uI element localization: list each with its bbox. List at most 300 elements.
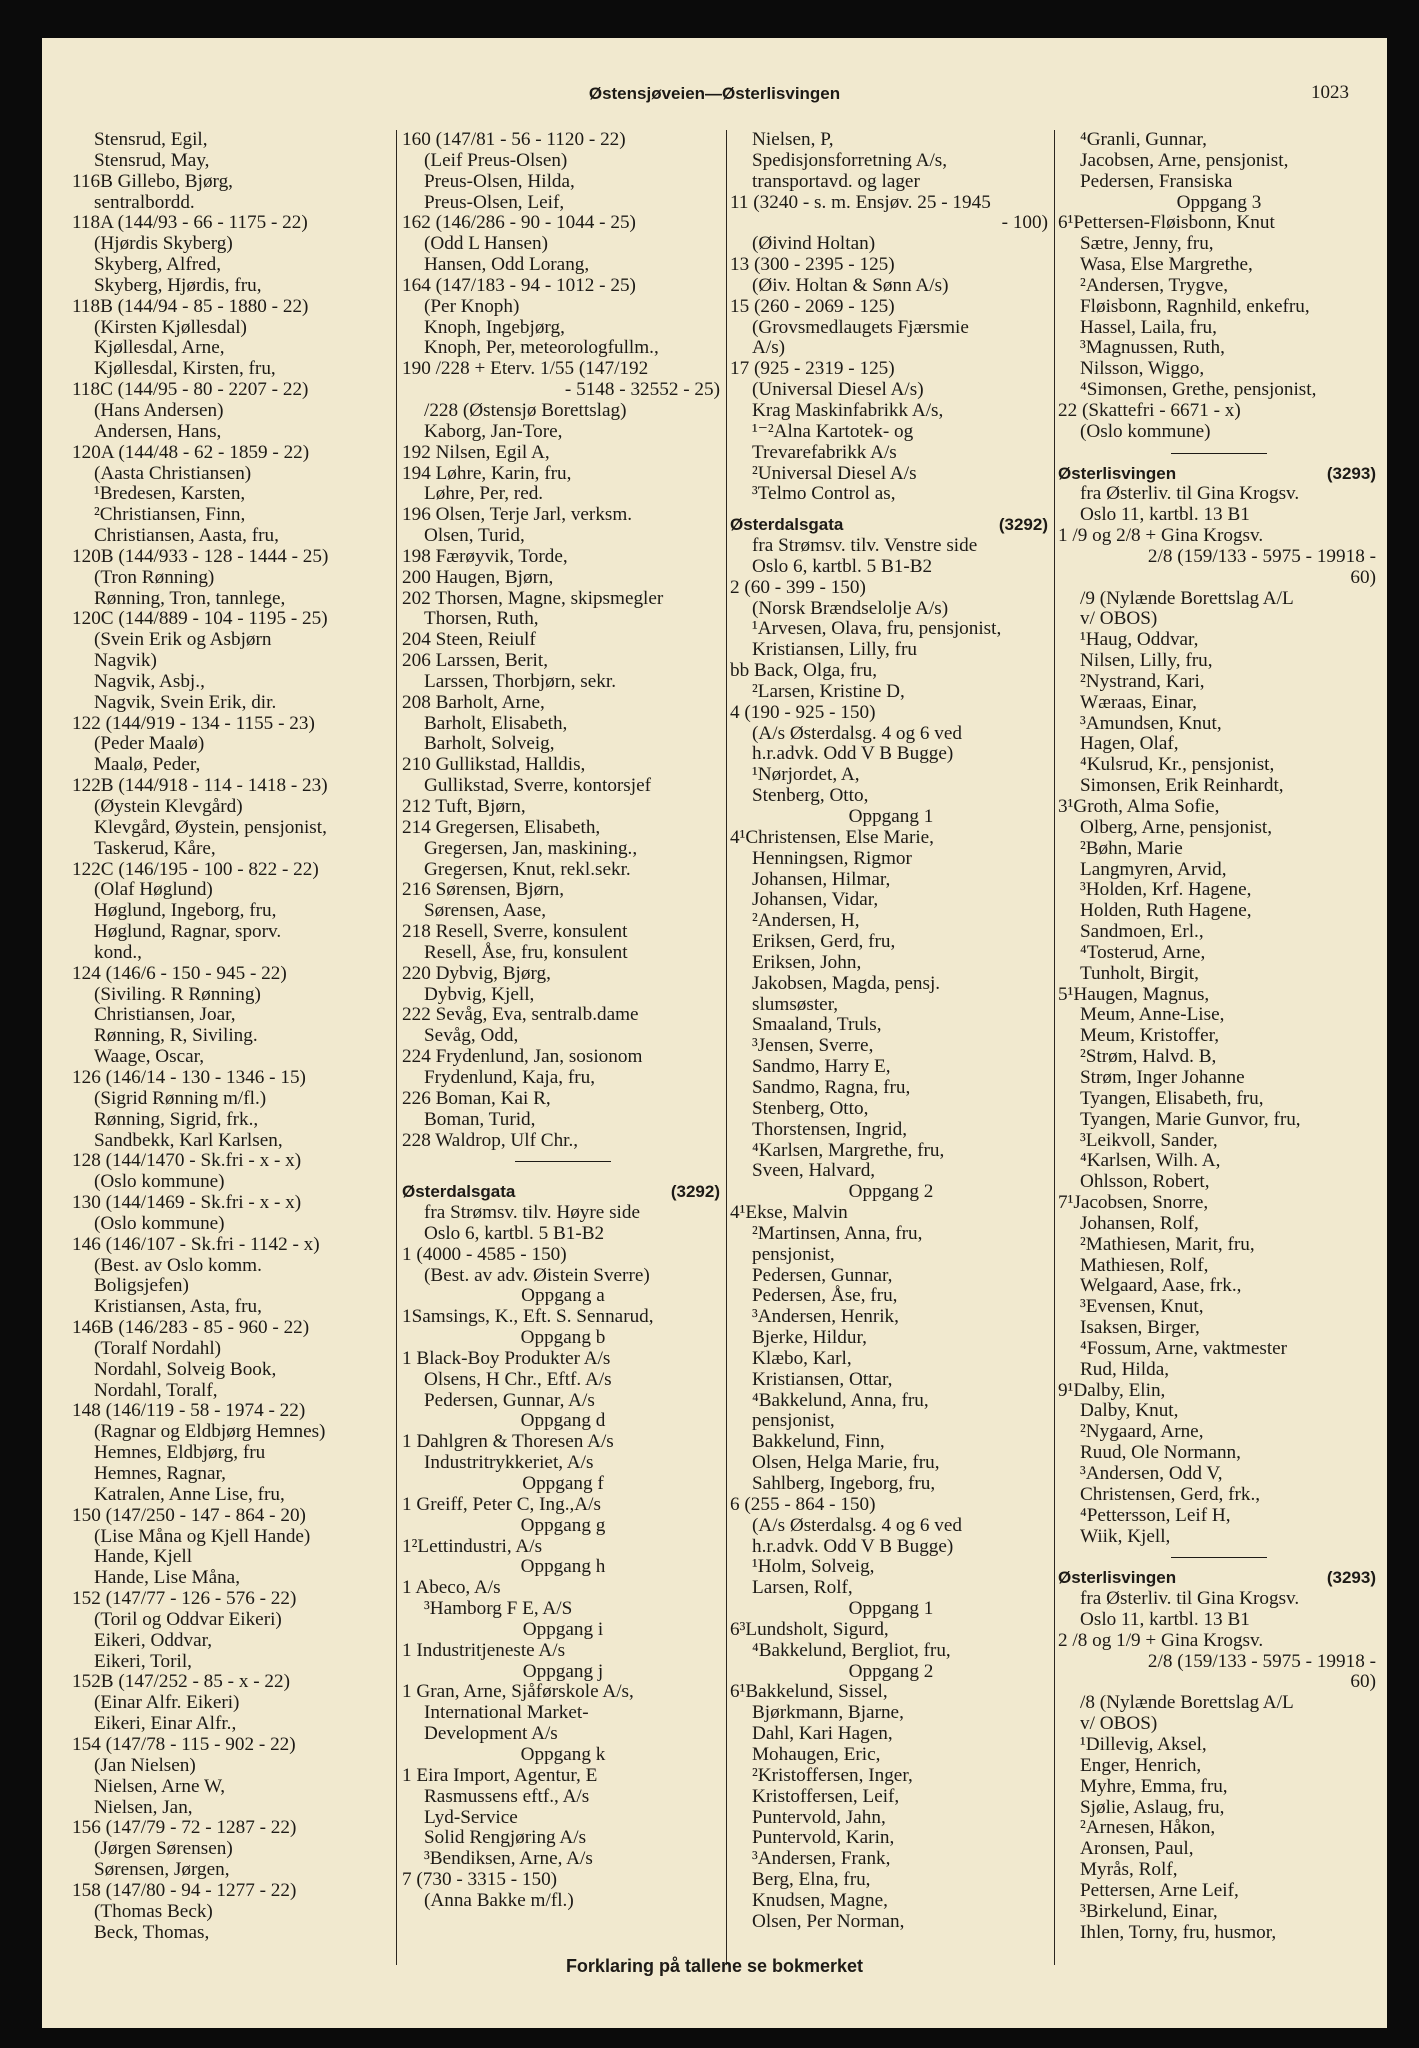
directory-line: (Jan Nielsen) (94, 1754, 196, 1776)
directory-line: Klevgård, Øystein, pensjonist, (94, 816, 327, 838)
directory-line: 158 (147/80 - 94 - 1277 - 22) (72, 1879, 297, 1901)
directory-line: ³Andersen, Odd V, (1080, 1463, 1223, 1484)
directory-line: ⁴Bakkelund, Anna, fru, (752, 1389, 929, 1411)
street-code: (3293) (1326, 463, 1376, 483)
directory-line: ¹Bredesen, Karsten, (94, 483, 246, 505)
directory-line: Waage, Oscar, (94, 1046, 205, 1068)
directory-line: (Oslo kommune) (1080, 420, 1211, 442)
directory-line: ¹Haug, Oddvar, (1080, 629, 1199, 651)
directory-line: Larssen, Thorbjørn, sekr. (424, 670, 617, 692)
directory-line: Knudsen, Magne, (752, 1889, 888, 1911)
street-name: Østerlisvingen (1058, 1568, 1177, 1588)
entrance-label: Oppgang 2 (848, 1660, 934, 1682)
directory-line: Puntervold, Jahn, (752, 1806, 886, 1828)
entrance-label: Oppgang 3 (1176, 191, 1262, 213)
directory-line: Lyd-Service (424, 1806, 518, 1828)
directory-line: Stenberg, Otto, (752, 1097, 869, 1119)
directory-line: Preus-Olsen, Leif, (424, 191, 565, 213)
directory-line: Langmyren, Arvid, (1080, 858, 1227, 880)
directory-line: Beck, Thomas, (94, 1921, 210, 1943)
directory-line: /9 (Nylænde Borettslag A/L (1080, 587, 1294, 609)
directory-line: 118A (144/93 - 66 - 1175 - 22) (72, 212, 308, 234)
directory-line: 1 Industritjeneste A/s (402, 1639, 566, 1661)
directory-line: Nielsen, P, (752, 129, 834, 150)
directory-line: Sahlberg, Ingeborg, fru, (752, 1473, 936, 1494)
directory-line: Dahl, Kari Hagen, (752, 1723, 893, 1745)
directory-line: (Norsk Brændselolje A/s) (752, 597, 949, 619)
directory-line: ¹⁻²Alna Kartotek- og (752, 420, 914, 442)
directory-line: 17 (925 - 2319 - 125) (730, 358, 895, 380)
directory-line: Oslo 6, kartbl. 5 B1-B2 (424, 1222, 605, 1244)
directory-line: Smaaland, Truls, (752, 1014, 882, 1036)
section-rule (402, 1151, 724, 1172)
directory-line: 9¹Dalby, Elin, (1058, 1379, 1166, 1401)
directory-line: Løhre, Per, red. (424, 483, 544, 505)
directory-line: Christensen, Gerd, frk., (1080, 1483, 1261, 1505)
directory-line: 6 (255 - 864 - 150) (730, 1493, 876, 1515)
directory-line: Ohlsson, Robert, (1080, 1171, 1210, 1193)
directory-line: 152B (147/252 - 85 - x - 22) (72, 1671, 290, 1693)
column-divider (1054, 130, 1055, 1965)
directory-line: Jakobsen, Magda, pensj. (752, 972, 941, 994)
directory-line: Oslo 11, kartbl. 13 B1 (1080, 504, 1250, 526)
directory-line: Sjølie, Aslaug, fru, (1080, 1796, 1225, 1818)
directory-line: (Thomas Beck) (94, 1900, 213, 1922)
directory-line: International Market- (424, 1702, 589, 1724)
directory-line: Sandmo, Harry E, (752, 1056, 891, 1078)
directory-line: ²Martinsen, Anna, fru, (752, 1222, 923, 1244)
street-heading (730, 515, 1052, 536)
directory-line: v/ OBOS) (1080, 608, 1158, 630)
directory-line: Hande, Lise Måna, (94, 1567, 240, 1589)
directory-line: Mathiesen, Rolf, (1080, 1254, 1209, 1276)
directory-line: (Grovsmedlaugets Fjærsmie (752, 316, 969, 338)
directory-line: Barholt, Elisabeth, (424, 712, 568, 734)
directory-line: Hemnes, Ragnar, (94, 1463, 226, 1484)
directory-line: Resell, Åse, fru, konsulent (424, 941, 628, 963)
directory-line: ⁴Granli, Gunnar, (1080, 129, 1207, 150)
directory-line: Sandbekk, Karl Karlsen, (94, 1129, 283, 1151)
directory-line: Henningsen, Rigmor (752, 847, 912, 869)
directory-line: Sveen, Halvard, (752, 1160, 876, 1182)
directory-line: 60) (1350, 566, 1376, 588)
directory-line: 6¹Bakkelund, Sissel, (730, 1681, 888, 1703)
directory-line: 194 Løhre, Karin, fru, (402, 462, 572, 484)
directory-line: 206 Larssen, Berit, (402, 650, 549, 672)
directory-line: Kristiansen, Asta, fru, (94, 1296, 262, 1318)
directory-line: (A/s Østerdalsg. 4 og 6 ved (752, 722, 962, 744)
directory-line: 118B (144/94 - 85 - 1880 - 22) (72, 295, 309, 317)
directory-line: ²Andersen, Trygve, (1080, 274, 1229, 296)
directory-line: /228 (Østensjø Borettslag) (424, 399, 627, 421)
directory-line: ⁴Kulsrud, Kr., pensjonist, (1080, 754, 1275, 776)
entrance-label: Oppgang 1 (848, 806, 934, 827)
street-name: Østerdalsgata (730, 515, 844, 535)
directory-line: Skyberg, Alfred, (94, 254, 222, 276)
directory-line: Høglund, Ragnar, sporv. (94, 921, 282, 943)
directory-line: Johansen, Vidar, (752, 889, 879, 911)
directory-line: 1 Black-Boy Produkter A/s (402, 1347, 611, 1369)
section-rule (1058, 1547, 1380, 1568)
directory-line: Nagvik, Svein Erik, dir. (94, 691, 277, 713)
directory-line: ¹Holm, Solveig, (752, 1556, 875, 1578)
directory-line: 226 Boman, Kai R, (402, 1087, 551, 1109)
directory-line: 162 (146/286 - 90 - 1044 - 25) (402, 212, 636, 234)
directory-line: ³Hamborg F E, A/S (424, 1598, 573, 1620)
directory-line: Boman, Turid, (424, 1108, 536, 1130)
directory-line: ³Telmo Control as, (752, 483, 896, 505)
spacer (402, 1172, 724, 1182)
directory-line: (Peder Maalø) (94, 733, 205, 755)
directory-line: 1 Gran, Arne, Sjåførskole A/s, (402, 1681, 634, 1703)
directory-line: v/ OBOS) (1080, 1713, 1158, 1735)
directory-line: Wæraas, Einar, (1080, 691, 1197, 713)
directory-line: Olsen, Turid, (424, 525, 525, 547)
directory-line: (Anna Bakke m/fl.) (424, 1889, 574, 1911)
directory-line: (Odd L Hansen) (424, 233, 548, 255)
directory-line: Myhre, Emma, fru, (1080, 1775, 1228, 1797)
column-divider (726, 130, 727, 1965)
directory-line: Kristoffersen, Leif, (752, 1785, 900, 1807)
directory-line: (Hjørdis Skyberg) (94, 233, 233, 255)
directory-line: 160 (147/81 - 56 - 1120 - 22) (402, 129, 626, 150)
street-heading (402, 1182, 724, 1203)
entrance-label: Oppgang h (520, 1556, 606, 1578)
directory-line: Sørensen, Jørgen, (94, 1859, 230, 1881)
directory-line: fra Østerliv. til Gina Krogsv. (1080, 483, 1300, 505)
directory-line: 150 (147/250 - 147 - 864 - 20) (72, 1504, 306, 1526)
directory-line: h.r.advk. Odd V B Bugge) (752, 743, 954, 765)
directory-line: 5¹Haugen, Magnus, (1058, 983, 1210, 1005)
directory-line: Sætre, Jenny, fru, (1080, 233, 1214, 255)
directory-line: - 5148 - 32552 - 25) (564, 379, 720, 401)
page-header-title: Østensjøveien—Østerlisvingen (588, 84, 841, 103)
directory-line: Thorsen, Ruth, (424, 608, 539, 630)
directory-line: ²Arnesen, Håkon, (1080, 1817, 1216, 1839)
directory-line: 11 (3240 - s. m. Ensjøv. 25 - 1945 (730, 191, 991, 213)
directory-line: 200 Haugen, Bjørn, (402, 566, 554, 588)
directory-line: ³Birkelund, Einar, (1080, 1900, 1218, 1922)
directory-line: (Oslo kommune) (94, 1171, 225, 1193)
directory-line: Kristiansen, Lilly, fru (752, 639, 918, 661)
directory-line: Gullikstad, Sverre, kontorsjef (424, 775, 652, 797)
directory-line: (Best. av adv. Øistein Sverre) (424, 1264, 650, 1286)
directory-line: 122B (144/918 - 114 - 1418 - 23) (72, 775, 328, 797)
directory-line: ²Universal Diesel A/s (752, 462, 917, 484)
directory-line: Taskerud, Kåre, (94, 837, 216, 859)
directory-line: Eikeri, Toril, (94, 1650, 192, 1672)
directory-line: Sandmoen, Erl., (1080, 921, 1204, 943)
directory-line: Knoph, Per, meteorologfullm., (424, 337, 659, 359)
directory-line: ³Magnussen, Ruth, (1080, 337, 1225, 359)
directory-line: 1 Eira Import, Agentur, E (402, 1764, 598, 1786)
directory-line: 60) (1350, 1671, 1376, 1693)
directory-line: ¹Dillevig, Aksel, (1080, 1733, 1207, 1755)
directory-line: Solid Rengjøring A/s (424, 1827, 587, 1849)
directory-line: ³Holden, Krf. Hagene, (1080, 879, 1252, 901)
directory-line: Tyangen, Elisabeth, fru, (1080, 1087, 1264, 1109)
directory-line: Hagen, Olaf, (1080, 733, 1179, 755)
section-rule (1058, 443, 1380, 464)
directory-line: ⁴Karlsen, Margrethe, fru, (752, 1139, 945, 1161)
directory-line: Sandmo, Ragna, fru, (752, 1076, 911, 1098)
directory-line: Bjerke, Hildur, (752, 1327, 867, 1349)
entrance-label: Oppgang k (520, 1743, 606, 1765)
directory-line: ²Kristoffersen, Inger, (752, 1764, 913, 1786)
directory-line: 1 Dahlgren & Thoresen A/s (402, 1431, 614, 1453)
directory-line: Katralen, Anne Lise, fru, (94, 1483, 285, 1505)
directory-line: 204 Steen, Reiulf (402, 629, 536, 651)
directory-line: ⁴Tosterud, Arne, (1080, 941, 1206, 963)
entrance-label: Oppgang i (522, 1618, 604, 1640)
directory-line: 216 Sørensen, Bjørn, (402, 879, 565, 901)
street-name: Østerlisvingen (1058, 463, 1177, 483)
directory-line: Nielsen, Jan, (94, 1796, 193, 1818)
directory-line: 224 Frydenlund, Jan, sosionom (402, 1046, 643, 1068)
directory-line: 2 (60 - 399 - 150) (730, 576, 866, 598)
directory-line: Pettersen, Arne Leif, (1080, 1879, 1239, 1901)
directory-line: Tunholt, Birgit, (1080, 962, 1199, 984)
directory-line: Rønning, Tron, tannlege, (94, 587, 286, 609)
directory-line: ¹Arvesen, Olava, fru, pensjonist, (752, 618, 1002, 640)
directory-line: Pedersen, Åse, fru, (752, 1285, 898, 1307)
directory-line: 146B (146/283 - 85 - 960 - 22) (72, 1317, 310, 1339)
entrance-label: Oppgang a (521, 1285, 605, 1307)
directory-line: sentralbordd. (94, 191, 195, 213)
directory-line: Skyberg, Hjørdis, fru, (94, 274, 262, 296)
directory-line: 192 Nilsen, Egil A, (402, 441, 550, 463)
directory-line: Dybvig, Kjell, (424, 983, 535, 1005)
directory-line: Olberg, Arne, pensjonist, (1080, 816, 1273, 838)
directory-line: Preus-Olsen, Hilda, (424, 170, 575, 192)
directory-line: ⁴Karlsen, Wilh. A, (1080, 1150, 1221, 1172)
street-code: (3292) (998, 515, 1048, 535)
directory-line: Welgaard, Aase, frk., (1080, 1275, 1242, 1297)
entrance-label: Oppgang 2 (848, 1181, 934, 1203)
directory-line: 198 Færøyvik, Torde, (402, 545, 568, 567)
directory-line: 15 (260 - 2069 - 125) (730, 295, 895, 317)
directory-line: Olsen, Per Norman, (752, 1910, 905, 1932)
directory-line: slumsøster, (752, 993, 839, 1015)
directory-line: ⁴Fossum, Arne, vaktmester (1080, 1337, 1288, 1359)
directory-line: Nordahl, Toralf, (94, 1379, 218, 1401)
directory-line: (Lise Måna og Kjell Hande) (94, 1525, 311, 1547)
directory-line: 4¹Ekse, Malvin (730, 1202, 848, 1224)
directory-line: 1²Lettindustri, A/s (402, 1535, 543, 1557)
directory-line: Klæbo, Karl, (752, 1347, 852, 1369)
footer-note: Forklaring på tallene se bokmerket (565, 1956, 864, 1976)
directory-line: 4 (190 - 925 - 150) (730, 701, 876, 723)
street-heading (1058, 1568, 1380, 1589)
directory-line: ²Mathiesen, Marit, fru, (1080, 1233, 1255, 1255)
directory-line: Sevåg, Odd, (424, 1025, 519, 1047)
directory-line: ²Bøhn, Marie (1080, 837, 1183, 859)
directory-line: 6³Lundsholt, Sigurd, (730, 1618, 889, 1640)
directory-line: Maalø, Peder, (94, 754, 201, 776)
directory-line: 1 (4000 - 4585 - 150) (402, 1243, 567, 1265)
directory-line: pensjonist, (752, 1410, 835, 1432)
directory-line: Rud, Hilda, (1080, 1358, 1170, 1380)
directory-line: Krag Maskinfabrikk A/s, (752, 399, 944, 421)
street-name: Østerdalsgata (402, 1182, 516, 1202)
directory-line: (Per Knoph) (424, 295, 520, 317)
directory-line: 208 Barholt, Arne, (402, 691, 545, 713)
directory-line: (Olaf Høglund) (94, 879, 213, 901)
directory-line: (Svein Erik og Asbjørn (94, 629, 272, 651)
directory-line: 7¹Jacobsen, Snorre, (1058, 1192, 1209, 1214)
directory-line: 222 Sevåg, Eva, sentralb.dame (402, 1004, 639, 1026)
directory-line: Mohaugen, Eric, (752, 1743, 881, 1765)
directory-line: Strøm, Inger Johanne (1080, 1066, 1245, 1088)
directory-line: /8 (Nylænde Borettslag A/L (1080, 1692, 1294, 1714)
directory-line: 130 (144/1469 - Sk.fri - x - x) (72, 1192, 302, 1214)
directory-line: Kjøllesdal, Kirsten, fru, (94, 358, 276, 380)
directory-line: 1 Greiff, Peter C, Ing.,A/s (402, 1493, 601, 1515)
directory-line: - 100) (1001, 212, 1048, 234)
page-number: 1023 (1311, 82, 1349, 103)
directory-line: (Einar Alfr. Eikeri) (94, 1692, 240, 1714)
directory-line: 120B (144/933 - 128 - 1444 - 25) (72, 545, 329, 567)
directory-line: 156 (147/79 - 72 - 1287 - 22) (72, 1817, 297, 1839)
directory-line: Wiik, Kjell, (1080, 1525, 1171, 1547)
entrance-label: Oppgang b (520, 1327, 606, 1349)
directory-line: 1Samsings, K., Eft. S. Sennarud, (402, 1306, 654, 1328)
directory-line: Hande, Kjell (94, 1546, 193, 1568)
directory-line: (Øivind Holtan) (752, 233, 876, 255)
directory-line: ¹Nørjordet, A, (752, 764, 860, 786)
directory-line: Gregersen, Knut, rekl.sekr. (424, 858, 631, 880)
directory-line: 146 (146/107 - Sk.fri - 1142 - x) (72, 1233, 320, 1255)
spacer (730, 505, 1052, 515)
directory-line: Jacobsen, Arne, pensjonist, (1080, 149, 1289, 171)
directory-line: ³Andersen, Henrik, (752, 1306, 899, 1328)
directory-line: Fløisbonn, Ragnhild, enkefru, (1080, 295, 1310, 317)
directory-line: pensjonist, (752, 1243, 835, 1265)
entrance-label: Oppgang j (522, 1660, 604, 1682)
directory-line: fra Østerliv. til Gina Krogsv. (1080, 1588, 1300, 1610)
directory-line: Ihlen, Torny, fru, husmor, (1080, 1921, 1277, 1943)
directory-line: 13 (300 - 2395 - 125) (730, 254, 895, 276)
directory-line: Barholt, Solveig, (424, 733, 555, 755)
directory-line: Olsens, H Chr., Eftf. A/s (424, 1368, 612, 1390)
directory-line: Nilsen, Lilly, fru, (1080, 650, 1213, 672)
directory-line: Andersen, Hans, (94, 420, 222, 442)
directory-line: 218 Resell, Sverre, konsulent (402, 921, 628, 943)
directory-line: 1 Abeco, A/s (402, 1577, 501, 1599)
directory-line: Simonsen, Erik Reinhardt, (1080, 775, 1284, 797)
directory-line: Christiansen, Joar, (94, 1004, 236, 1026)
directory-line: Kjøllesdal, Arne, (94, 337, 225, 359)
directory-line: Nagvik) (94, 650, 157, 672)
directory-line: (A/s Østerdalsg. 4 og 6 ved (752, 1514, 962, 1536)
directory-line: (Toralf Nordahl) (94, 1337, 222, 1359)
directory-line: (Universal Diesel A/s) (752, 379, 924, 401)
directory-line: Development A/s (424, 1723, 558, 1745)
directory-line: Eriksen, John, (752, 951, 862, 973)
directory-line: (Ragnar og Eldbjørg Hemnes) (94, 1421, 326, 1443)
directory-line: (Kirsten Kjøllesdal) (94, 316, 247, 338)
directory-line: Høglund, Ingeborg, fru, (94, 900, 277, 922)
directory-line: Nagvik, Asbj., (94, 670, 205, 692)
directory-line: Pedersen, Gunnar, (752, 1264, 893, 1286)
directory-line: 2/8 (159/133 - 5975 - 19918 - (1147, 1650, 1376, 1672)
directory-line: Boligsjefen) (94, 1275, 189, 1297)
directory-line: 212 Tuft, Bjørn, (402, 796, 526, 817)
directory-line: Nordahl, Solveig Book, (94, 1358, 277, 1380)
directory-line: ³Amundsen, Knut, (1080, 712, 1222, 734)
directory-page (42, 38, 1387, 2028)
directory-line: 202 Thorsen, Magne, skipsmegler (402, 587, 664, 609)
directory-line: (Best. av Oslo komm. (94, 1254, 262, 1276)
directory-line: A/s) (752, 337, 786, 359)
directory-line: (Siviling. R Rønning) (94, 983, 261, 1005)
directory-line: kond., (94, 941, 142, 963)
directory-line: Dalby, Knut, (1080, 1400, 1179, 1422)
directory-line: Olsen, Helga Marie, fru, (752, 1452, 940, 1474)
directory-line: Knoph, Ingebjørg, (424, 316, 565, 338)
directory-line: Aronsen, Paul, (1080, 1838, 1194, 1860)
directory-line: ²Andersen, H, (752, 910, 860, 932)
directory-line: Kristiansen, Ottar, (752, 1368, 893, 1390)
directory-line: Christiansen, Aasta, fru, (94, 525, 279, 547)
directory-line: ³Jensen, Sverre, (752, 1035, 874, 1057)
directory-line: Eriksen, Gerd, fru, (752, 931, 896, 953)
directory-line: Isaksen, Birger, (1080, 1317, 1200, 1339)
directory-line: Ruud, Ole Normann, (1080, 1442, 1241, 1464)
entrance-label: Oppgang 1 (848, 1598, 934, 1620)
directory-line: 228 Waldrop, Ulf Chr., (402, 1129, 579, 1151)
directory-line: 122C (146/195 - 100 - 822 - 22) (72, 858, 319, 880)
directory-line: Rønning, Sigrid, frk., (94, 1108, 259, 1130)
directory-line: (Toril og Oddvar Eikeri) (94, 1608, 282, 1630)
directory-line: Johansen, Rolf, (1080, 1212, 1199, 1234)
directory-line: Hemnes, Eldbjørg, fru (94, 1442, 266, 1464)
directory-line: ⁴Simonsen, Grethe, pensjonist, (1080, 379, 1317, 401)
entrance-label: Oppgang g (520, 1514, 606, 1536)
directory-line: 118C (144/95 - 80 - 2207 - 22) (72, 379, 309, 401)
directory-line: Wasa, Else Margrethe, (1080, 254, 1253, 276)
directory-line: (Hans Andersen) (94, 399, 224, 421)
directory-line: Meum, Kristoffer, (1080, 1025, 1220, 1047)
directory-line: 122 (144/919 - 134 - 1155 - 23) (72, 712, 315, 734)
directory-line: 4¹Christensen, Else Marie, (730, 826, 934, 848)
directory-line: (Leif Preus-Olsen) (424, 149, 568, 171)
directory-line: ²Nystrand, Kari, (1080, 670, 1205, 692)
directory-line: ²Larsen, Kristine D, (752, 680, 905, 702)
column-4 (1058, 130, 1380, 1943)
directory-line: Rasmussens eftf., A/s (424, 1785, 590, 1807)
directory-line: Hassel, Laila, fru, (1080, 316, 1217, 338)
directory-line: 6¹Pettersen-Fløisbonn, Knut (1058, 212, 1275, 234)
directory-line: Gregersen, Jan, maskining., (424, 837, 638, 859)
directory-line: Frydenlund, Kaja, fru, (424, 1066, 596, 1088)
directory-line: transportavd. og lager (752, 170, 920, 192)
street-heading (1058, 464, 1380, 485)
directory-line: Spedisjonsforretning A/s, (752, 149, 948, 171)
directory-line: Stenberg, Otto, (752, 785, 869, 807)
directory-line: 2 /8 og 1/9 + Gina Krogsv. (1058, 1629, 1264, 1651)
directory-line: (Oslo kommune) (94, 1212, 225, 1234)
directory-line: Thorstensen, Ingrid, (752, 1118, 908, 1140)
column-divider (396, 130, 397, 1965)
directory-line: Stensrud, May, (94, 149, 210, 171)
directory-line: Meum, Anne-Lise, (1080, 1004, 1225, 1026)
directory-line: 1 /9 og 2/8 + Gina Krogsv. (1058, 525, 1264, 547)
directory-line: 148 (146/119 - 58 - 1974 - 22) (72, 1400, 306, 1422)
directory-line: Enger, Henrich, (1080, 1754, 1202, 1776)
directory-line: Bakkelund, Finn, (752, 1431, 885, 1453)
directory-line: 126 (146/14 - 130 - 1346 - 15) (72, 1066, 306, 1088)
